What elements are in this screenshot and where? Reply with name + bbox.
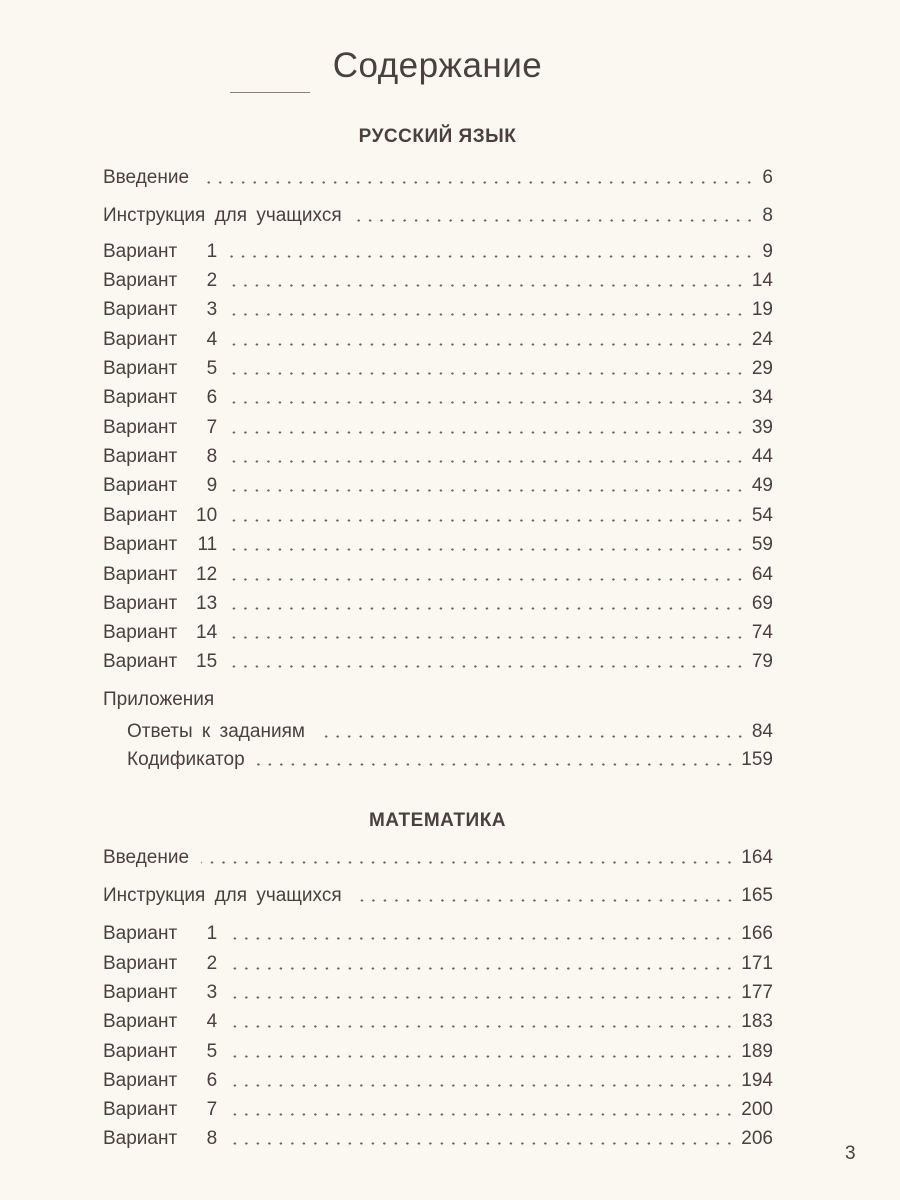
entry-label: Введение xyxy=(103,167,190,188)
toc-entry xyxy=(103,1010,773,1034)
page-ref: 79 xyxy=(751,651,773,672)
entry-label: Инструкция для учащихся xyxy=(103,885,342,906)
page-ref: 159 xyxy=(741,749,773,770)
page-ref: 6 xyxy=(762,167,773,188)
variant-number: 4 xyxy=(206,1011,218,1032)
entry-label: Вариант xyxy=(103,982,178,1003)
toc-entry xyxy=(103,650,773,674)
toc-entry xyxy=(103,269,773,293)
entry-label: Вариант xyxy=(103,475,178,496)
page-ref: 14 xyxy=(751,270,773,291)
page-ref: 59 xyxy=(751,534,773,555)
page-ref: 8 xyxy=(762,205,773,226)
variant-number: 2 xyxy=(206,270,218,291)
page-ref: 9 xyxy=(762,241,773,262)
toc-entry xyxy=(103,386,773,410)
dot-leader xyxy=(257,763,736,766)
variant-number: 6 xyxy=(206,387,218,408)
toc-entry xyxy=(103,621,773,645)
dot-leader xyxy=(201,181,755,184)
dot-leader xyxy=(229,313,746,316)
variant-number: 8 xyxy=(206,446,218,467)
page-ref: 54 xyxy=(751,505,773,526)
entry-label: Инструкция для учащихся xyxy=(103,205,342,226)
entry-label: Вариант xyxy=(103,446,178,467)
toc-entry xyxy=(103,981,773,1005)
variant-number: 1 xyxy=(206,241,218,262)
entry-label: Вариант xyxy=(103,270,178,291)
toc-entry xyxy=(103,416,773,440)
variant-number: 11 xyxy=(197,534,218,555)
page-ref: 206 xyxy=(741,1128,773,1149)
entry-label: Кодификатор xyxy=(127,749,245,770)
variant-number: 1 xyxy=(206,923,218,944)
variant-number: 8 xyxy=(206,1128,218,1149)
variant-number: 14 xyxy=(196,622,218,643)
variant-number: 12 xyxy=(196,564,218,585)
dot-leader xyxy=(229,343,746,346)
title-rule xyxy=(230,92,310,93)
variant-number: 15 xyxy=(196,651,218,672)
dot-leader xyxy=(229,489,746,492)
entry-label: Вариант xyxy=(103,593,178,614)
page-ref: 39 xyxy=(751,417,773,438)
page-ref: 177 xyxy=(741,982,773,1003)
entry-label: Вариант xyxy=(103,534,178,555)
page-ref: 34 xyxy=(751,387,773,408)
toc-entry xyxy=(127,748,773,772)
entry-label: Приложения xyxy=(103,689,215,710)
dot-leader xyxy=(229,284,746,287)
section-heading: МАТЕМАТИКА xyxy=(368,810,507,831)
toc-entry xyxy=(103,504,773,528)
page-ref: 183 xyxy=(741,1011,773,1032)
toc-entry xyxy=(127,720,773,744)
dot-leader xyxy=(229,1142,735,1145)
variant-number: 3 xyxy=(206,982,218,1003)
page-ref: 189 xyxy=(741,1041,773,1062)
variant-number: 13 xyxy=(196,593,218,614)
page-ref: 171 xyxy=(741,953,773,974)
variant-number: 9 xyxy=(206,475,218,496)
entry-label: Вариант xyxy=(103,299,178,320)
toc-entry xyxy=(103,1098,773,1122)
entry-label: Введение xyxy=(103,847,190,868)
page-ref: 74 xyxy=(751,622,773,643)
toc-entry xyxy=(103,922,773,946)
dot-leader xyxy=(229,937,735,940)
dot-leader xyxy=(229,372,746,375)
dot-leader xyxy=(229,607,746,610)
entry-label: Вариант xyxy=(103,1099,178,1120)
page-ref: 166 xyxy=(741,923,773,944)
toc-entry xyxy=(103,298,773,322)
toc-entry xyxy=(103,688,773,712)
dot-leader xyxy=(229,967,735,970)
dot-leader xyxy=(229,1055,735,1058)
page-ref: 84 xyxy=(751,721,773,742)
variant-number: 10 xyxy=(196,505,218,526)
entry-label: Вариант xyxy=(103,953,178,974)
entry-label: Вариант xyxy=(103,1128,178,1149)
variant-number: 7 xyxy=(206,1099,218,1120)
dot-leader xyxy=(229,1113,735,1116)
dot-leader xyxy=(229,460,746,463)
variant-number: 7 xyxy=(206,417,218,438)
entry-label: Вариант xyxy=(103,651,178,672)
page-ref: 194 xyxy=(741,1070,773,1091)
dot-leader xyxy=(229,1025,735,1028)
entry-label: Вариант xyxy=(103,417,178,438)
page-ref: 24 xyxy=(751,329,773,350)
dot-leader xyxy=(229,578,746,581)
toc-entry xyxy=(103,1127,773,1151)
page-number: 3 xyxy=(845,1143,856,1164)
dot-leader xyxy=(229,431,746,434)
dot-leader xyxy=(201,861,735,864)
page-ref: 164 xyxy=(741,847,773,868)
entry-label: Вариант xyxy=(103,1070,178,1091)
entry-label: Вариант xyxy=(103,923,178,944)
toc-entry xyxy=(103,533,773,557)
page-ref: 165 xyxy=(741,885,773,906)
dot-leader xyxy=(229,996,735,999)
toc-entry xyxy=(103,474,773,498)
page-ref: 19 xyxy=(751,299,773,320)
toc-entry xyxy=(103,846,773,870)
dot-leader xyxy=(354,899,736,902)
entry-label: Вариант xyxy=(103,387,178,408)
entry-label: Вариант xyxy=(103,241,178,262)
toc-entry xyxy=(103,1040,773,1064)
toc-entry xyxy=(103,445,773,469)
page-title: Содержание xyxy=(332,46,543,85)
dot-leader xyxy=(229,519,746,522)
page-ref: 64 xyxy=(751,564,773,585)
variant-number: 2 xyxy=(206,953,218,974)
dot-leader xyxy=(354,219,755,222)
toc-entry xyxy=(103,884,773,908)
entry-label: Вариант xyxy=(103,622,178,643)
entry-label: Ответы к заданиям xyxy=(127,721,305,742)
toc-entry xyxy=(103,166,773,190)
entry-label: Вариант xyxy=(103,505,178,526)
entry-label: Вариант xyxy=(103,358,178,379)
section-heading: РУССКИЙ ЯЗЫК xyxy=(358,126,517,147)
dot-leader xyxy=(229,401,746,404)
toc-entry xyxy=(103,592,773,616)
dot-leader xyxy=(229,665,746,668)
toc-entry xyxy=(103,204,773,228)
variant-number: 5 xyxy=(206,1041,218,1062)
dot-leader xyxy=(229,636,746,639)
page-ref: 69 xyxy=(751,593,773,614)
toc-entry xyxy=(103,1069,773,1093)
variant-number: 4 xyxy=(206,329,218,350)
entry-label: Вариант xyxy=(103,1041,178,1062)
entry-label: Вариант xyxy=(103,1011,178,1032)
toc-entry xyxy=(103,328,773,352)
toc-entry xyxy=(103,240,773,264)
entry-label: Вариант xyxy=(103,329,178,350)
entry-label: Вариант xyxy=(103,564,178,585)
page-ref: 49 xyxy=(751,475,773,496)
toc-entry xyxy=(103,563,773,587)
page-ref: 200 xyxy=(741,1099,773,1120)
toc-entry xyxy=(103,357,773,381)
dot-leader xyxy=(317,735,746,738)
variant-number: 5 xyxy=(206,358,218,379)
page-ref: 44 xyxy=(751,446,773,467)
variant-number: 6 xyxy=(206,1070,218,1091)
dot-leader xyxy=(229,548,746,551)
page-ref: 29 xyxy=(751,358,773,379)
variant-number: 3 xyxy=(206,299,218,320)
dot-leader xyxy=(229,255,755,258)
toc-entry xyxy=(103,952,773,976)
dot-leader xyxy=(229,1084,735,1087)
